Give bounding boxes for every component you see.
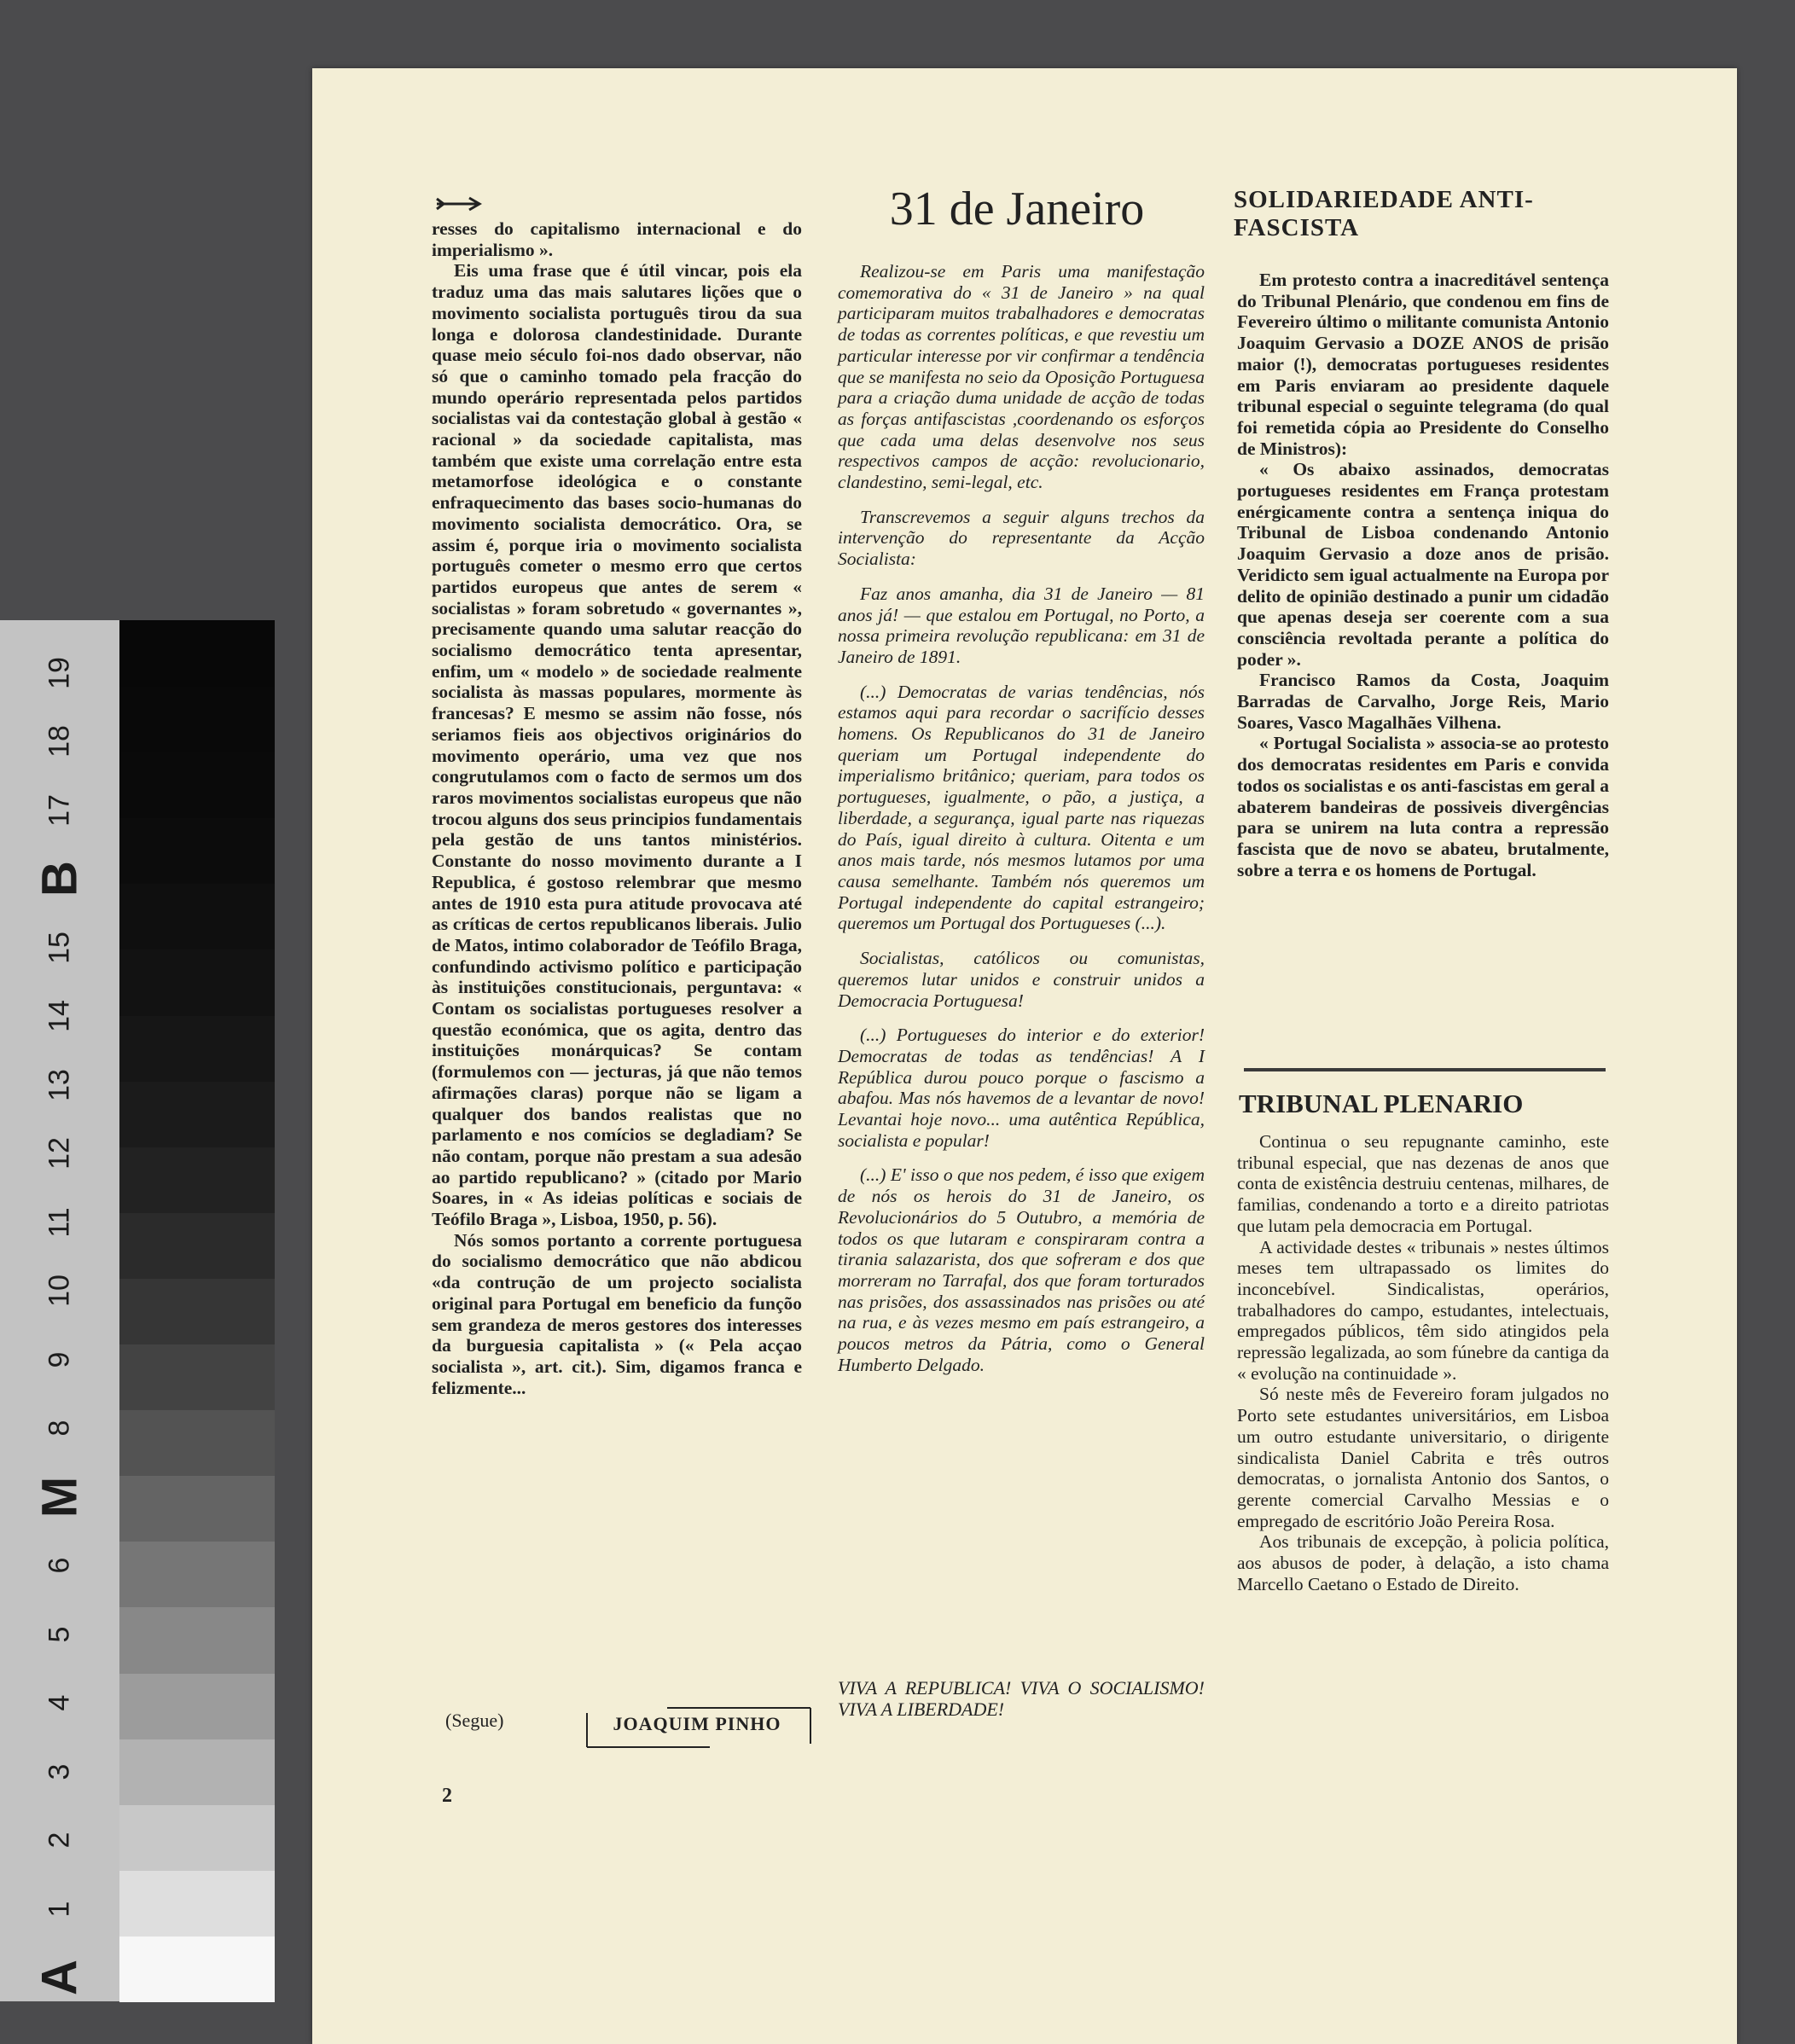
newspaper-page — [312, 68, 1737, 2044]
scale-label: A — [32, 1960, 88, 1995]
grey-patch — [119, 1212, 275, 1279]
grey-patch — [119, 620, 275, 687]
article-paragraph: Eis uma frase que é útil vincar, pois ela traduz uma das mais salutares lições que o movimento socialista português tirou da sua longa e dolorosa clandestinidade. Durante quase meio século foi-nos dado observar, não só que o caminho tomado pela fracção do mundo operário representada pelos partidos socialistas vai da contestação global à gestão « racional » da sociedade capitalista, mas também que existe uma correlação entre esta metamorfose ideológica e o constante enfraquecimento das bases socio-humanas do movimento socialista democrático. Ora, se assim é, porque iria o movimento socialista português cometer o mesmo erro que certos partidos europeus que antes de serem « socialistas » foram sobretudo « governantes », precisamente quando uma salutar reacção do socialismo democrático tenta apresentar, enfim, um « modelo » de sociedade realmente socialista às massas populares, mormente às francesas? E mesmo se assim não fosse, nós seriamos fieis aos objectivos originários do movimento operário, uma vez que nos congrutulamos com o facto de sermos um dos raros movimentos socialistas europeus que não trocou alguns dos seus principios fundamentais pela gestão de uns tantos ministérios. Constante do nosso movimento durante a I Republica, é gostoso relembrar que mesmo antes de 1910 esta pura atitude provocava até as críticas de certos republicanos liberais. Julio de Matos, intimo colaborador de Teófilo Braga, confundindo activismo político e participação às instituições constitucionais, perguntava: « Contam os socialistas portugueses resolver a questão económica, que os agita, dentro das instituições monárquicas? Se contam (formulemos con — jecturas, já que não temos afirmações claras) porque não se ligam a qualquer dos bandos realistas que no parlamento e nos comícios se degladiam? Se não contam, porque não prestam a sua adesão ao partido republicano? » (citado por Mario Soares, in « As ideias políticas e sociais de Teófilo Braga », Lisboa, 1950, p. 56). — [432, 260, 802, 1230]
grey-patch — [119, 1278, 275, 1344]
grey-patch — [119, 1081, 275, 1147]
scale-label: 13 — [43, 1068, 76, 1101]
article-continuation-column — [432, 218, 802, 1398]
grey-patch — [119, 1475, 275, 1542]
article-paragraph: Francisco Ramos da Costa, Joaquim Barradas de Carvalho, Jorge Reis, Mario Soares, Vasco Magalhães Vilhena. — [1237, 670, 1609, 733]
article-tribunal-plenario — [1237, 1131, 1609, 1594]
grey-patch — [119, 686, 275, 752]
scale-label: 3 — [43, 1763, 76, 1780]
article-paragraph: Transcrevemos a seguir alguns trechos da intervenção do representante da Acção Socialista: — [838, 506, 1205, 570]
article-title: 31 de Janeiro — [889, 183, 1145, 235]
article-solidariedade — [1237, 270, 1609, 880]
grey-patch — [119, 1147, 275, 1213]
article-paragraph: « Os abaixo assinados, democratas portugueses residentes em França protestam enérgicamente contra a sentença iniqua do Tribunal de Lisboa condenando Antonio Joaquim Gervasio a doze anos de prisão. Veridicto sem igual actualmente na Europa por delito de opinião destinado a punir um cidadão que apenas deseja ser coerente com a sua consciência revoltada perante a política do poder ». — [1237, 459, 1609, 670]
scale-label: 8 — [43, 1420, 76, 1437]
scale-number-strip — [0, 620, 119, 2001]
grey-patch — [119, 883, 275, 949]
article-paragraph: (...) E' isso o que nos pedem, é isso que exigem de nós os herois do 31 de Janeiro, os Revolucionários do 5 Outubro, a memória de todos os que lutaram e conspiraram contra a tirania salazarista, dos que sofreram e dos que morreram no Tarrafal, dos que foram torturados nas prisões, dos assassinados nas prisões ou até na rua, e às vezes mesmo em país estrangeiro, a poucos metros da Pátria, como o General Humberto Delgado. — [838, 1164, 1205, 1375]
article-paragraph: Aos tribunais de excepção, à policia política, aos abusos de poder, à delação, a isto chama Marcello Caetano o Estado de Direito. — [1237, 1531, 1609, 1594]
grey-patch-strip — [119, 620, 275, 2001]
article-paragraph: Faz anos amanha, dia 31 de Janeiro — 81 anos já! — que estalou em Portugal, no Porto, a nossa primeira revolução republicana: em 31 de Janeiro de 1891. — [838, 583, 1205, 667]
color-scale-card — [0, 620, 275, 2001]
article-paragraph: Em protesto contra a inacreditável sentença do Tribunal Plenário, que condenou em fins de Fevereiro último o militante comunista Antonio Joaquim Gervasio a DOZE ANOS de prisão maior (!), democratas portugueses residentes em Paris enviaram ao presidente daquele tribunal especial o seguinte telegrama (do qual foi remetida cópia ao Presidente do Conselho de Ministros): — [1237, 270, 1609, 459]
article-paragraph: resses do capitalismo internacional e do imperialismo ». — [432, 218, 802, 260]
article-title: SOLIDARIEDADE ANTI-FASCISTA — [1234, 186, 1534, 241]
scale-label: 9 — [43, 1351, 76, 1368]
article-paragraph: Só neste mês de Fevereiro foram julgados no Porto sete estudantes universitários, em Lisboa um outro estudante universitario, o dirigente sindicalista Daniel Cabrita e três outros democratas, o jornalista Antonio dos Santos, o gerente comercial Carvalho Messias e o empregado de escritório João Pereira Rosa. — [1237, 1384, 1609, 1531]
scale-label: M — [32, 1476, 88, 1518]
continued-note: (Segue) — [445, 1710, 504, 1731]
article-paragraph: (...) Democratas de varias tendências, nós estamos aqui para recordar o sacrifício desses homens. Os Republicanos do 31 de Janeiro queriam um Portugal independente do imperialismo britânico; queriam, para todos os portugueses, igualmente, o pão, a justiça, a liberdade, a segurança, igual parte nas riquezas do País, igual direito à cultura. Oitenta e um anos mais tarde, nós mesmos lutamos por uma causa semelhante. Também nós queremos um Portugal independente do capital estrangeiro; queremos um Portugal dos Portugueses (...). — [838, 681, 1205, 934]
grey-patch — [119, 1936, 275, 2002]
scale-label: 2 — [43, 1832, 76, 1849]
scale-label: 15 — [43, 931, 76, 964]
grey-patch — [119, 1606, 275, 1673]
author-byline — [573, 1701, 821, 1742]
article-closing-slogan: VIVA A REPUBLICA! VIVA O SOCIALISMO! VIVA A LIBERDADE! — [838, 1677, 1205, 1720]
grey-patch — [119, 1870, 275, 1937]
scale-label: 14 — [43, 1000, 76, 1032]
article-title: TRIBUNAL PLENARIO — [1239, 1089, 1524, 1118]
article-paragraph: A actividade destes « tribunais » nestes últimos meses tem ultrapassado os limites do inconcebível. Sindicalistas, operários, trabalhadores do campo, estudantes, intelectuais, empregados públicos, têm sido atingidos pela repressão legalizada, ao som fúnebre da cantiga da « evolução na continuidade ». — [1237, 1236, 1609, 1384]
grey-patch — [119, 1804, 275, 1871]
scale-label: 4 — [43, 1694, 76, 1711]
article-paragraph: Socialistas, católicos ou comunistas, queremos lutar unidos e construir unidos a Democracia Portuguesa! — [838, 948, 1205, 1011]
grey-patch — [119, 752, 275, 818]
grey-patch — [119, 1541, 275, 1607]
scale-label: 1 — [43, 1901, 76, 1917]
scale-label: 18 — [43, 725, 76, 758]
grey-patch — [119, 1015, 275, 1082]
scale-label: B — [32, 861, 88, 897]
grey-patch — [119, 1409, 275, 1476]
scale-label: 12 — [43, 1137, 76, 1170]
article-paragraph: « Portugal Socialista » associa-se ao protesto dos democratas residentes em Paris e convida todos os socialistas e os anti-fascistas em geral a abaterem bandeiras de possiveis divergências para se unirem na luta contra a repressão fascista que de novo se abateu, brutalmente, sobre a terra e os homens de Portugal. — [1237, 733, 1609, 880]
grey-patch — [119, 1344, 275, 1410]
grey-patch — [119, 949, 275, 1015]
grey-patch — [119, 817, 275, 884]
section-divider — [1244, 1068, 1606, 1071]
scale-label: 11 — [43, 1206, 76, 1238]
scale-label: 17 — [43, 793, 76, 827]
article-31-janeiro — [838, 261, 1205, 1389]
article-paragraph: (...) Portugueses do interior e do exterior! Democratas de todas as tendências! A I República durou pouco porque o fascismo a abafou. Mas nós havemos de a levantar de novo! Levantai hoje novo... uma autêntica República, socialista e popular! — [838, 1025, 1205, 1151]
continuation-arrow-icon — [435, 195, 485, 213]
grey-patch — [119, 1673, 275, 1739]
page-number: 2 — [442, 1785, 452, 1807]
article-paragraph: Nós somos portanto a corrente portuguesa do socialismo democrático que não abdicou «da contrução de um projecto socialista original para Portugal em beneficio da funçõo sem grandeza de meros gestores dos interesses da burguesia capitalista » (« Pela acçao socialista », art. cit.). Sim, digamos franca e felizmente... — [432, 1229, 802, 1398]
scale-label: 19 — [43, 656, 76, 689]
scale-label: 6 — [43, 1557, 76, 1574]
author-name: JOAQUIM PINHO — [613, 1713, 781, 1734]
scale-label: 10 — [43, 1275, 76, 1307]
article-paragraph: Realizou-se em Paris uma manifestação comemorativa do « 31 de Janeiro » na qual participaram muitos trabalhadores e democratas de todas as correntes políticas, e que revestiu um particular interesse por vir confirmar a tendência que se manifesta no seio da Oposição Portuguesa para a criação duma unidade de acção de todas as forças antifascistas ,coordenando os esforços que cada uma delas desenvolve nos seus respectivos campos de acção: revolucionario, clandestino, semi-legal, etc. — [838, 261, 1205, 493]
scale-label: 5 — [43, 1626, 76, 1642]
article-paragraph: Continua o seu repugnante caminho, este tribunal especial, que nas dezenas de anos que conta de existência destruiu centenas, milhares, de familias, condenando a torto e a direito patriotas que lutam pela democracia em Portugal. — [1237, 1131, 1609, 1236]
grey-patch — [119, 1739, 275, 1805]
